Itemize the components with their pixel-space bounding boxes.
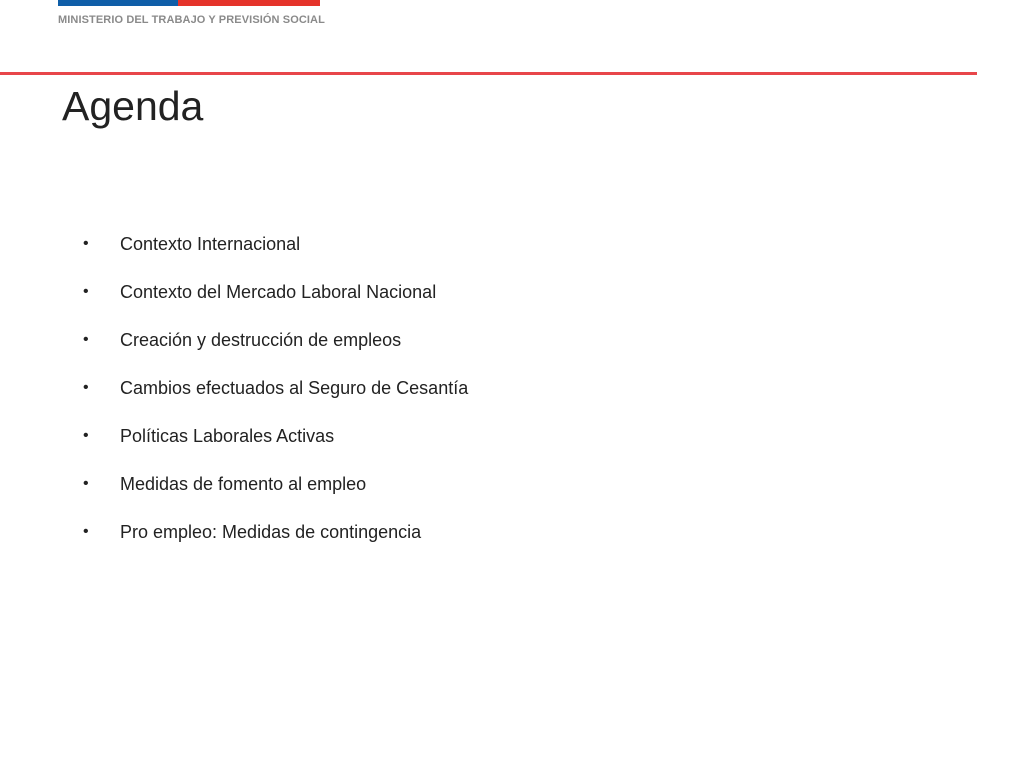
agenda-list bbox=[80, 220, 468, 556]
bullet-icon: • bbox=[83, 523, 89, 540]
ministry-name: MINISTERIO DEL TRABAJO Y PREVISIÓN SOCIAL bbox=[58, 14, 325, 26]
agenda-item-label: Creación y destrucción de empleos bbox=[120, 329, 402, 350]
flag-bar bbox=[58, 0, 320, 6]
agenda-item bbox=[80, 412, 468, 460]
agenda-item-label: Cambios efectuados al Seguro de Cesantía bbox=[120, 377, 469, 398]
agenda-item-label: Políticas Laborales Activas bbox=[120, 425, 335, 446]
agenda-item bbox=[80, 364, 468, 412]
bullet-icon: • bbox=[83, 283, 89, 300]
agenda-item bbox=[80, 316, 468, 364]
agenda-item bbox=[80, 508, 468, 556]
bullet-icon: • bbox=[83, 331, 89, 348]
agenda-item-label: Pro empleo: Medidas de contingencia bbox=[120, 521, 422, 542]
bullet-icon: • bbox=[83, 235, 89, 252]
agenda-item-label: Contexto Internacional bbox=[120, 233, 301, 254]
agenda-item-label: Contexto del Mercado Laboral Nacional bbox=[120, 281, 437, 302]
agenda-item bbox=[80, 460, 468, 508]
agenda-item-label: Medidas de fomento al empleo bbox=[120, 473, 367, 494]
bullet-icon: • bbox=[83, 427, 89, 444]
bullet-icon: • bbox=[83, 475, 89, 492]
bullet-icon: • bbox=[83, 379, 89, 396]
flag-red-stripe bbox=[178, 0, 320, 6]
agenda-item bbox=[80, 220, 468, 268]
header-divider bbox=[0, 72, 977, 75]
agenda-item bbox=[80, 268, 468, 316]
flag-blue-stripe bbox=[58, 0, 178, 6]
slide-title: Agenda bbox=[62, 83, 204, 129]
